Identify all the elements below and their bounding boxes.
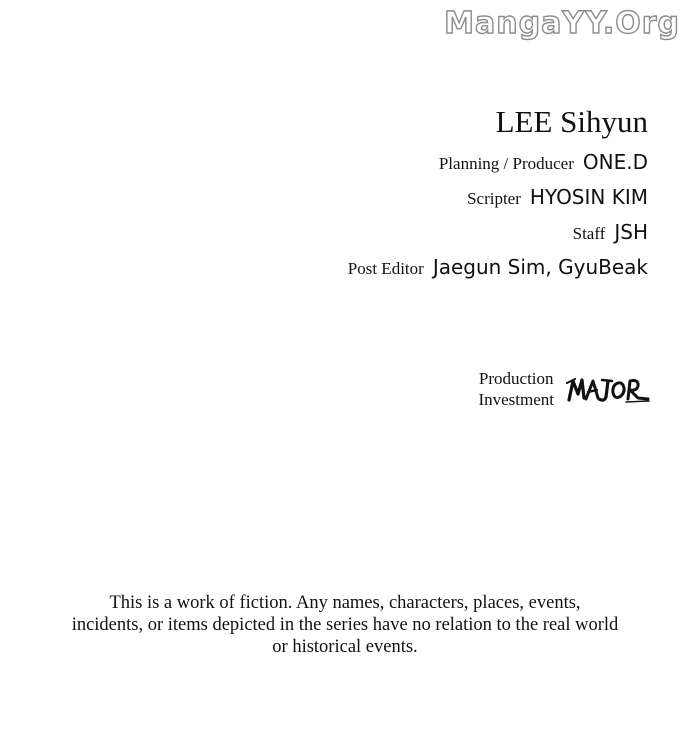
author-name: LEE Sihyun: [495, 104, 648, 139]
production-labels: [478, 368, 554, 410]
credits-block: [348, 100, 648, 290]
credit-name: ONE.D: [582, 150, 648, 174]
disclaimer-line: incidents, or items depicted in the series have no relation to the real world: [71, 615, 619, 635]
production-investment-block: [478, 368, 650, 410]
major-logo-icon: [566, 372, 650, 406]
credit-role: Staff: [572, 224, 606, 243]
credit-role: Scripter: [467, 189, 521, 208]
credit-role: Planning / Producer: [438, 154, 574, 173]
credit-row-planning: [348, 150, 648, 185]
credit-row-scripter: [348, 185, 648, 220]
investment-label: Investment: [478, 390, 554, 409]
disclaimer-line: or historical events.: [272, 637, 418, 657]
disclaimer-line: This is a work of fiction. Any names, characters, places, events,: [109, 593, 581, 613]
credit-row-post-editor: [348, 255, 648, 290]
production-label: Production: [478, 369, 554, 388]
site-watermark: MangaYY.Org: [444, 6, 680, 41]
disclaimer-text: [40, 592, 650, 658]
credit-role: Post Editor: [347, 259, 424, 278]
credit-name: JSH: [614, 220, 648, 244]
credit-row-staff: [348, 220, 648, 255]
credit-name: Jaegun Sim, GyuBeak: [432, 255, 648, 279]
credit-name: HYOSIN KIM: [529, 185, 648, 209]
